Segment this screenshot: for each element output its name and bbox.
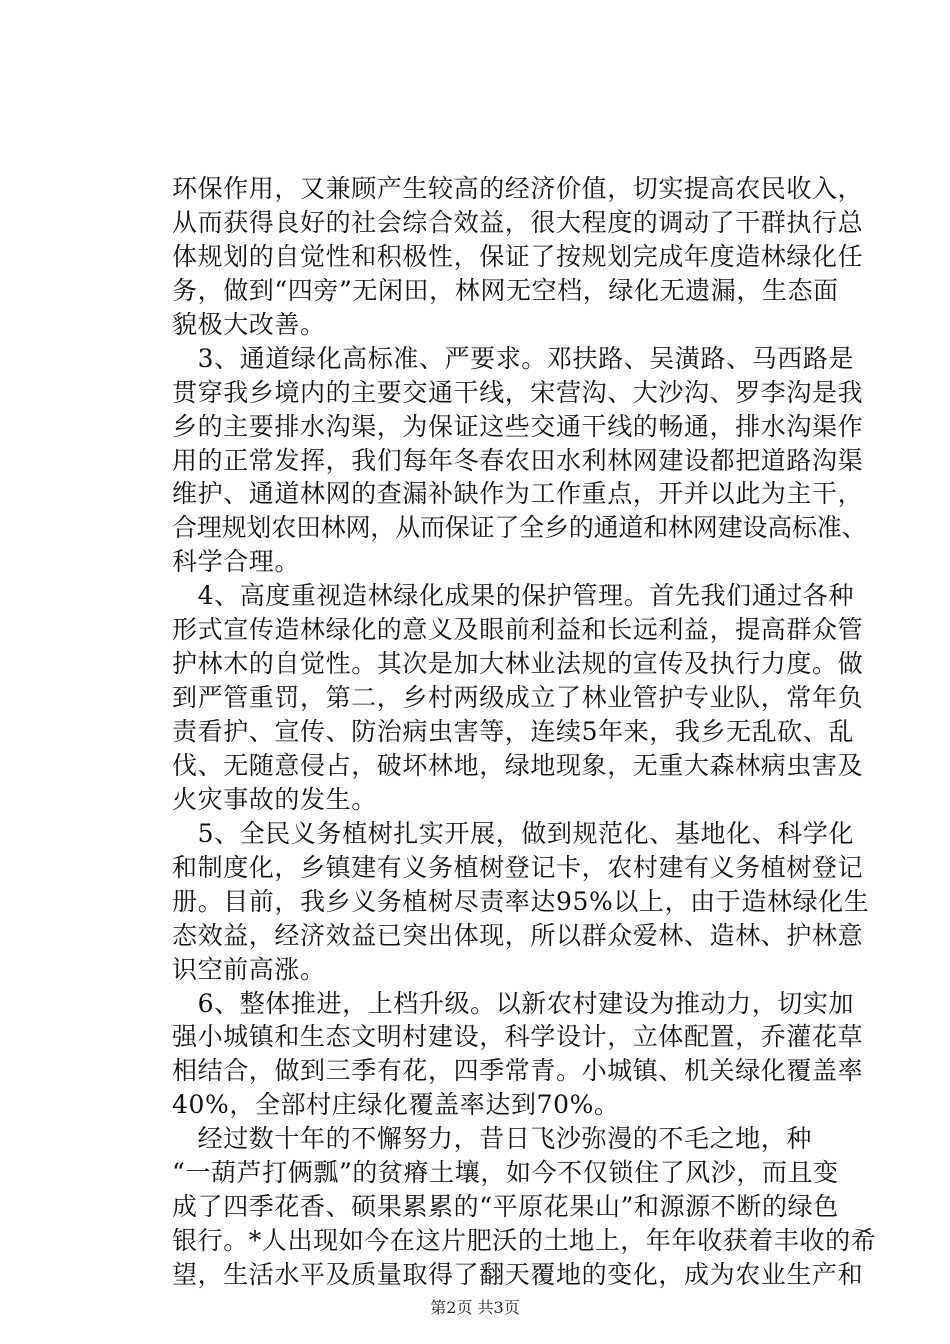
text-line: 责看护、宣传、防治病虫害等，连续5年来，我乡无乱砍、乱 (172, 717, 855, 746)
text-line: 形式宣传造林绿化的意义及眼前利益和长远利益，提高群众管 (172, 615, 864, 645)
text-line: 科学合理。 (172, 547, 301, 577)
text-line: 6、整体推进，上档升级。以新农村建设为推动力，切实加 (172, 988, 855, 1018)
text-line: 5、全民义务植树扎实开展，做到规范化、基地化、科学化 (172, 818, 855, 848)
text-line: 态效益，经济效益已突出体现，所以群众爱林、造林、护林意 (172, 920, 864, 950)
text-line: 强小城镇和生态文明村建设，科学设计，立体配置，乔灌花草 (172, 1022, 864, 1052)
text-line: 银行。*人出现如今在这片肥沃的土地上，年年收获着丰收的希 (172, 1226, 877, 1256)
text-line: 火灾事故的发生。 (172, 784, 377, 814)
text-line: 望，生活水平及质量取得了翻天覆地的变化，成为农业生产和 (172, 1260, 864, 1289)
text-line: 4、高度重视造林绿化成果的保护管理。首先我们通过各种 (172, 581, 855, 611)
text-line: 识空前高涨。 (172, 954, 326, 984)
text-line: 务，做到“四旁”无闲田，林网无空档，绿化无遗漏，生态面 (172, 275, 839, 305)
text-line: 40%，全部村庄绿化覆盖率达到70%。 (172, 1090, 620, 1120)
text-line: 环保作用，又兼顾产生较高的经济价值，切实提高农民收入， (172, 174, 864, 203)
page-number: 第2页 共3页 (430, 1298, 520, 1317)
text-line: 护林木的自觉性。其次是加大林业法规的宣传及执行力度。做 (172, 649, 864, 679)
text-line: 合理规划农田林网，从而保证了全乡的通道和林网建设高标准、 (172, 513, 867, 543)
page-footer (0, 1298, 950, 1318)
text-line: 到严管重罚，第二，乡村两级成立了林业管护专业队，常年负 (172, 683, 864, 713)
text-line: 用的正常发挥，我们每年冬春农田水利林网建设都把道路沟渠 (172, 445, 864, 475)
text-line: 和制度化，乡镇建有义务植树登记卡，农村建有义务植树登记 (172, 852, 864, 882)
text-line: 貌极大改善。 (172, 309, 326, 339)
text-line: 从而获得良好的社会综合效益，很大程度的调动了干群执行总 (172, 207, 864, 237)
text-line: 相结合，做到三季有花，四季常青。小城镇、机关绿化覆盖率 (172, 1056, 864, 1086)
text-line: 贯穿我乡境内的主要交通干线，宋营沟、大沙沟、罗李沟是我 (172, 377, 864, 407)
text-line: 乡的主要排水沟渠，为保证这些交通干线的畅通，排水沟渠作 (172, 411, 864, 441)
text-line: 册。目前，我乡义务植树尽责率达95%以上，由于造林绿化生 (172, 886, 870, 916)
text-line: 成了四季花香、硕果累累的“平原花果山”和源源不断的绿色 (172, 1192, 839, 1222)
text-line: 维护、通道林网的查漏补缺作为工作重点，开并以此为主干， (172, 479, 864, 509)
text-line: 3、通道绿化高标准、严要求。邓扶路、吴潢路、马西路是 (172, 343, 855, 373)
text-line: 体规划的自觉性和积极性，保证了按规划完成年度造林绿化任 (172, 241, 864, 271)
text-line: 伐、无随意侵占，破坏林地，绿地现象，无重大森林病虫害及 (172, 750, 864, 780)
text-line: 经过数十年的不懈努力，昔日飞沙弥漫的不毛之地，种 (172, 1124, 813, 1154)
text-line: “一葫芦打俩瓢”的贫瘠土壤，如今不仅锁住了风沙，而且变 (172, 1158, 839, 1188)
